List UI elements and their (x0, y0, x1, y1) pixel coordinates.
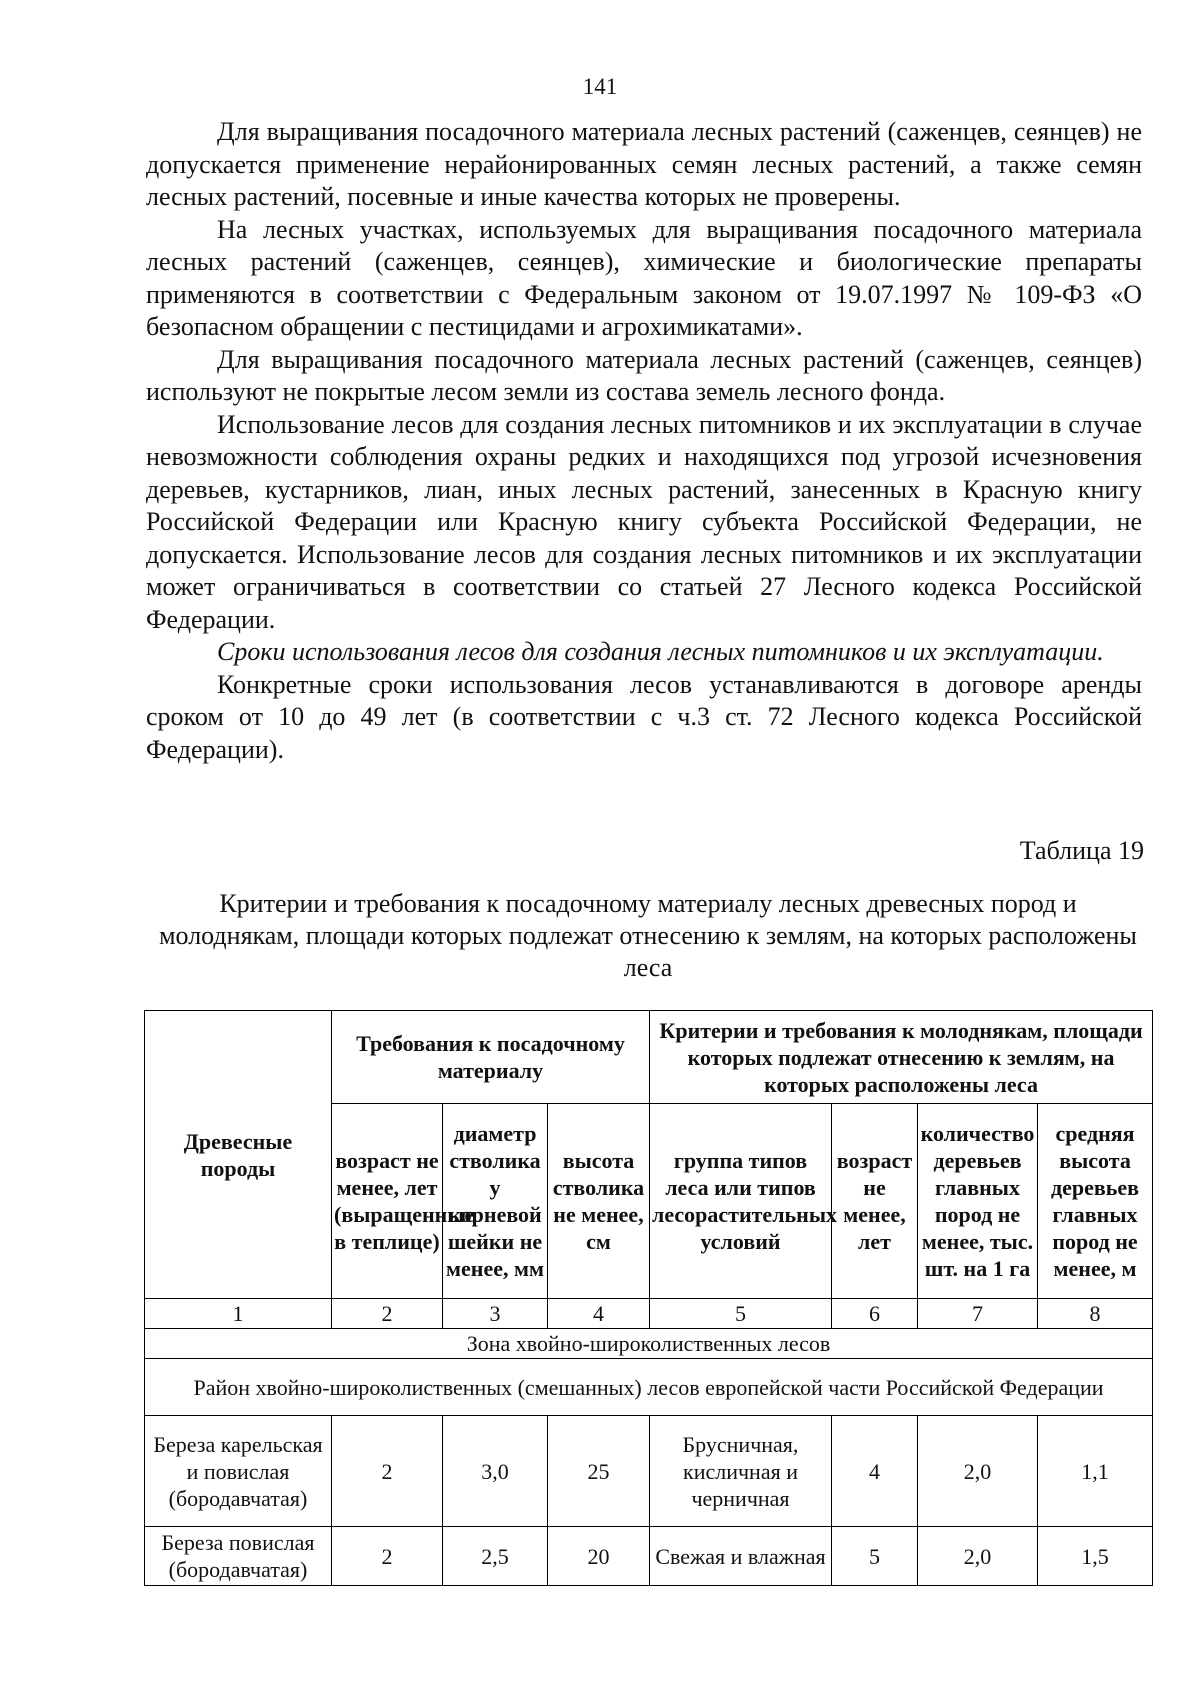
page-number: 141 (582, 74, 618, 99)
cell-stem-height: 20 (548, 1527, 650, 1586)
cell-forest-type-group: Брусничная, кисличная и черничная (650, 1416, 832, 1527)
column-number: 3 (443, 1299, 548, 1329)
column-number-row (145, 1299, 1153, 1329)
body-text (146, 116, 1142, 766)
region-label: Район хвойно-широколиственных (смешанных) лесов европейской части Российской Федерации (145, 1359, 1153, 1416)
header-age-greenhouse: возраст не менее, лет (выращенные в теплице) (332, 1104, 443, 1299)
cell-tree-count: 2,0 (918, 1416, 1038, 1527)
header-species: Древесные породы (145, 1011, 332, 1299)
column-number: 7 (918, 1299, 1038, 1329)
column-number: 4 (548, 1299, 650, 1329)
zone-row (145, 1329, 1153, 1359)
header-young-age: возраст не менее, лет (832, 1104, 918, 1299)
zone-label: Зона хвойно-широколиственных лесов (145, 1329, 1153, 1359)
cell-forest-type-group: Свежая и влажная (650, 1527, 832, 1586)
italic-heading: Сроки использования лесов для создания лесных питомников и их эксплуатации. (217, 637, 1104, 666)
column-number: 2 (332, 1299, 443, 1329)
header-planting-material: Требования к посадочному материалу (332, 1011, 650, 1104)
cell-tree-count: 2,0 (918, 1527, 1038, 1586)
header-row-groups (145, 1011, 1153, 1104)
header-forest-type-group: группа типов леса или типов лесорастительных условий (650, 1104, 832, 1299)
column-number: 1 (145, 1299, 332, 1329)
header-young-stands: Критерии и требования к молоднякам, площади которых подлежат отнесению к землям, на которых расположены леса (650, 1011, 1153, 1104)
cell-stem-diameter: 2,5 (443, 1527, 548, 1586)
header-stem-height: высота стволика не менее, см (548, 1104, 650, 1299)
cell-stem-height: 25 (548, 1416, 650, 1527)
paragraph-2: На лесных участках, используемых для выращивания посадочного материала лесных растений (саженцев, сеянцев), химические и биологические препараты применяются в соответствии с Федеральным законом от 19.07.1997 № 109-ФЗ «О безопасном обращении с пестицидами и агрохимикатами». (146, 214, 1142, 341)
column-number: 8 (1038, 1299, 1153, 1329)
table-row (145, 1527, 1153, 1586)
criteria-table (144, 1010, 1153, 1586)
region-row (145, 1359, 1153, 1416)
cell-avg-height: 1,1 (1038, 1416, 1153, 1527)
cell-young-age: 5 (832, 1527, 918, 1586)
cell-young-age: 4 (832, 1416, 918, 1527)
header-stem-diameter: диаметр стволика у корневой шейки не менее, мм (443, 1104, 548, 1299)
cell-age-greenhouse: 2 (332, 1527, 443, 1586)
cell-age-greenhouse: 2 (332, 1416, 443, 1527)
header-avg-height: средняя высота деревьев главных пород не менее, м (1038, 1104, 1153, 1299)
column-number: 5 (650, 1299, 832, 1329)
cell-stem-diameter: 3,0 (443, 1416, 548, 1527)
table-title: Критерии и требования к посадочному материалу лесных древесных пород и молоднякам, площади которых подлежат отнесению к землям, на которых расположены леса (159, 889, 1137, 982)
column-number: 6 (832, 1299, 918, 1329)
paragraph-5: Конкретные сроки использования лесов устанавливаются в договоре аренды сроком от 10 до 49 лет (в соответствии с ч.3 ст. 72 Лесного кодекса Российской Федерации). (146, 669, 1142, 764)
table-label: Таблица 19 (1019, 836, 1144, 865)
cell-avg-height: 1,5 (1038, 1527, 1153, 1586)
header-tree-count: количество деревьев главных пород не менее, тыс. шт. на 1 га (918, 1104, 1038, 1299)
cell-species: Береза карельская и повислая (бородавчатая) (145, 1416, 332, 1527)
table-row (145, 1416, 1153, 1527)
cell-species: Береза повислая (бородавчатая) (145, 1527, 332, 1586)
paragraph-4: Использование лесов для создания лесных питомников и их эксплуатации в случае невозможности соблюдения охраны редких и находящихся под угрозой исчезновения деревьев, кустарников, лиан, иных лесных растений, занесенных в Красную книгу Российской Федерации или Красную книгу субъекта Российской Федерации, не допускается. Использование лесов для создания лесных питомников и их эксплуатации может ограничиваться в соответствии со статьей 27 Лесного кодекса Российской Федерации. (146, 409, 1142, 634)
paragraph-3: Для выращивания посадочного материала лесных растений (саженцев, сеянцев) используют не покрытые лесом земли из состава земель лесного фонда. (146, 344, 1142, 406)
paragraph-1: Для выращивания посадочного материала лесных растений (саженцев, сеянцев) не допускается применение нерайонированных семян лесных растений, а также семян лесных растений, посевные и иные качества которых не проверены. (146, 117, 1142, 211)
